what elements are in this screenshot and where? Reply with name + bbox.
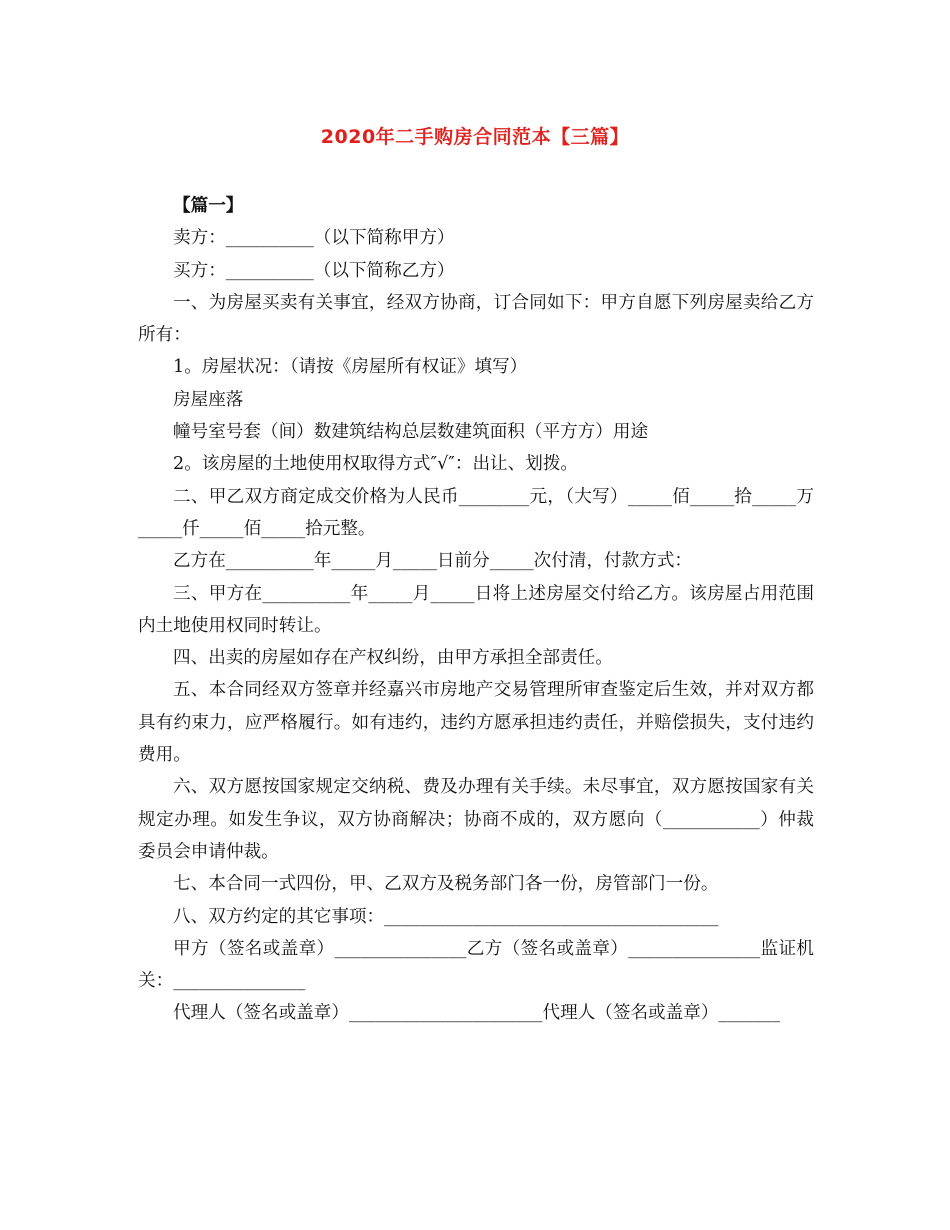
clause-6: 六、双方愿按国家规定交纳税、费及办理有关手续。未尽事宜，双方愿按国家有关规定办理。如发生争议，双方协商解决；协商不成的，双方愿向（___________）仲裁委员会申请仲裁。: [138, 777, 814, 862]
clause-1-item-1: 1。房屋状况：（请按《房屋所有权证》填写）: [173, 357, 528, 378]
clause-2: 二、甲乙双方商定成交价格为人民币________元，（大写）_____佰_____拾_____万_____仟_____佰_____拾元整。: [138, 486, 814, 539]
document-body: [138, 190, 814, 1030]
clause-1: 一、为房屋买卖有关事宜，经双方协商，订合同如下：甲方自愿下列房屋卖给乙方所有：: [138, 292, 814, 346]
document-title: 2020年二手购房合同范本【三篇】: [320, 126, 630, 148]
house-location-line: 房屋座落: [173, 389, 244, 410]
clause-4: 四、出卖的房屋如存在产权纠纷，由甲方承担全部责任。: [173, 648, 613, 669]
clause-5: 五、本合同经双方签章并经嘉兴市房地产交易管理所审查鉴定后生效，并对双方都具有约束力，应严格履行。如有违约，违约方愿承担违约责任，并赔偿损失，支付违约费用。: [138, 680, 814, 766]
clause-3: 三、甲方在__________年_____月_____日将上述房屋交付给乙方。该房屋占用范围内土地使用权同时转让。: [138, 583, 814, 636]
seller-line: 卖方：__________（以下简称甲方）: [173, 228, 455, 249]
clause-7: 七、本合同一式四份，甲、乙双方及税务部门各一份，房管部门一份。: [173, 874, 719, 895]
buyer-line: 买方：__________（以下简称乙方）: [173, 260, 455, 281]
clause-1-item-2: 2。该房屋的土地使用权取得方式″√″：出让、划拨。: [173, 454, 579, 475]
house-details-line: 幢号室号套（间）数建筑结构总层数建筑面积（平方方）用途: [173, 422, 649, 443]
section-heading: 【篇一】: [173, 195, 244, 216]
payment-line: 乙方在__________年_____月_____日前分_____次付清，付款方式：: [173, 551, 693, 572]
agent-signature-line: 代理人（签名或盖章）______________________代理人（签名或盖章）_______: [173, 1003, 780, 1024]
clause-8: 八、双方约定的其它事项：______________________________________: [173, 906, 719, 927]
signature-line: 甲方（签名或盖章）_______________乙方（签名或盖章）_______________监证机关：_______________: [138, 938, 814, 992]
